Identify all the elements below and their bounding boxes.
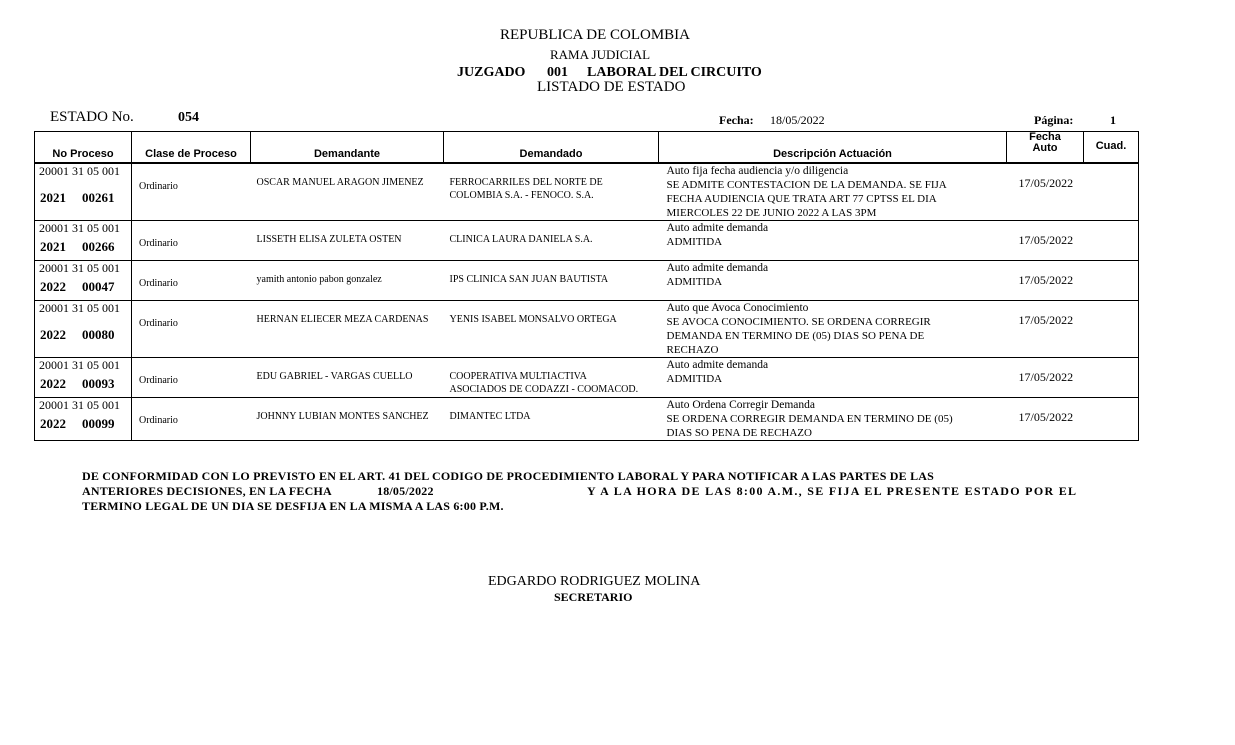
- demandante-text: OSCAR MANUEL ARAGON JIMENEZ: [256, 177, 424, 188]
- actuacion-title: Auto que Avoca Conocimiento: [666, 302, 809, 314]
- cell-cuad: [1084, 358, 1139, 398]
- cell-proceso: [35, 398, 132, 441]
- table-row: [35, 163, 1139, 221]
- proceso-number: 00047: [82, 279, 115, 294]
- proceso-year: 2021: [40, 190, 66, 205]
- cell-descripcion: [659, 261, 1007, 301]
- clase-text: Ordinario: [139, 181, 178, 192]
- actuacion-line-2: DEMANDA EN TERMINO DE (05) DIAS SO PENA DE: [666, 330, 925, 342]
- proceso-year: 2022: [40, 376, 66, 391]
- cell-clase: [132, 163, 251, 221]
- actuacion-title: Auto admite demanda: [666, 222, 769, 234]
- proceso-year-number: [35, 190, 131, 206]
- cell-proceso: [35, 163, 132, 221]
- demandado-text-1: IPS CLINICA SAN JUAN BAUTISTA: [449, 274, 609, 285]
- estado-label: ESTADO No.: [50, 109, 134, 125]
- cell-fecha-auto: [1007, 358, 1084, 398]
- header-listado: LISTADO DE ESTADO: [537, 79, 686, 95]
- col-header-demandado: Demandado: [444, 132, 659, 164]
- signature-name: EDGARDO RODRIGUEZ MOLINA: [488, 574, 701, 589]
- cell-fecha-auto: [1007, 221, 1084, 261]
- demandado-text-1: COOPERATIVA MULTIACTIVA: [449, 371, 587, 382]
- pagina-label: Página:: [1034, 113, 1074, 127]
- col-header-descripcion: Descripción Actuación: [659, 132, 1007, 164]
- cell-descripcion: [659, 358, 1007, 398]
- cell-cuad: [1084, 261, 1139, 301]
- header-juzgado-label: JUZGADO: [457, 65, 526, 80]
- table-row: [35, 358, 1139, 398]
- cell-demandado: [444, 261, 659, 301]
- cell-cuad: [1084, 301, 1139, 358]
- cell-fecha-auto: [1007, 261, 1084, 301]
- fecha-auto-text: 17/05/2022: [1018, 176, 1074, 190]
- estado-value: 054: [178, 110, 199, 125]
- proceso-number: 00099: [82, 416, 115, 431]
- clase-text: Ordinario: [139, 238, 178, 249]
- col-header-demandante: Demandante: [251, 132, 444, 164]
- footer-line-2-date: 18/05/2022: [377, 484, 434, 498]
- clase-text: Ordinario: [139, 415, 178, 426]
- cell-demandado: [444, 398, 659, 441]
- proceso-year-number: [35, 376, 131, 392]
- fecha-auto-text: 17/05/2022: [1018, 313, 1074, 327]
- demandado-text-1: CLINICA LAURA DANIELA S.A.: [449, 234, 593, 245]
- clase-text: Ordinario: [139, 375, 178, 386]
- fecha-value: 18/05/2022: [770, 113, 825, 127]
- demandante-text: HERNAN ELIECER MEZA CARDENAS: [256, 314, 429, 325]
- cell-cuad: [1084, 221, 1139, 261]
- actuacion-line-2: FECHA AUDIENCIA QUE TRATA ART 77 CPTSS EL DIA: [666, 193, 937, 205]
- estado-table: [34, 131, 1139, 441]
- cell-demandante: [251, 398, 444, 441]
- pagina-value: 1: [1110, 113, 1116, 127]
- proceso-code: 20001 31 05 001: [39, 261, 120, 275]
- proceso-year: 2022: [40, 416, 66, 431]
- fecha-auto-text: 17/05/2022: [1018, 273, 1074, 287]
- cell-demandante: [251, 358, 444, 398]
- demandado-text-2: COLOMBIA S.A. - FENOCO. S.A.: [449, 190, 594, 201]
- actuacion-line-1: SE AVOCA CONOCIMIENTO. SE ORDENA CORREGIR: [666, 316, 931, 328]
- actuacion-title: Auto admite demanda: [666, 262, 769, 274]
- demandado-text-1: DIMANTEC LTDA: [449, 411, 531, 422]
- cell-clase: [132, 358, 251, 398]
- proceso-year-number: [35, 416, 131, 432]
- fecha-label: Fecha:: [719, 113, 754, 127]
- cell-fecha-auto: [1007, 163, 1084, 221]
- header-republica: REPUBLICA DE COLOMBIA: [500, 27, 691, 43]
- proceso-year: 2021: [40, 239, 66, 254]
- footer-line-1: DE CONFORMIDAD CON LO PREVISTO EN EL ART. 41 DEL CODIGO DE PROCEDIMIENTO LABORAL Y PARA NOTIFICAR A LAS PARTES DE LAS: [82, 469, 935, 483]
- footer-line-2b: Y A LA HORA DE LAS 8:00 A.M., SE FIJA EL PRESENTE ESTADO POR EL: [587, 484, 1078, 498]
- demandado-text-2: ASOCIADOS DE CODAZZI - COOMACOD.: [449, 384, 639, 395]
- col-header-clase: Clase de Proceso: [132, 132, 251, 164]
- actuacion-line-3: RECHAZO: [666, 344, 719, 356]
- actuacion-line-1: SE ORDENA CORREGIR DEMANDA EN TERMINO DE (05): [666, 413, 953, 425]
- cell-fecha-auto: [1007, 301, 1084, 358]
- actuacion-title: Auto Ordena Corregir Demanda: [666, 399, 815, 411]
- cell-demandado: [444, 358, 659, 398]
- header-juzgado-name: LABORAL DEL CIRCUITO: [587, 65, 762, 80]
- proceso-code: 20001 31 05 001: [39, 398, 120, 412]
- actuacion-title: Auto admite demanda: [666, 359, 769, 371]
- cell-clase: [132, 301, 251, 358]
- clase-text: Ordinario: [139, 278, 178, 289]
- demandante-text: LISSETH ELISA ZULETA OSTEN: [256, 234, 402, 245]
- cell-demandado: [444, 221, 659, 261]
- cell-descripcion: [659, 398, 1007, 441]
- demandado-text-1: FERROCARRILES DEL NORTE DE: [449, 177, 603, 188]
- proceso-code: 20001 31 05 001: [39, 358, 120, 372]
- cell-demandado: [444, 163, 659, 221]
- signature-title: SECRETARIO: [554, 590, 633, 604]
- col-header-cuad: Cuad.: [1084, 132, 1139, 164]
- header-juzgado-number: 001: [547, 65, 568, 80]
- demandante-text: JOHNNY LUBIAN MONTES SANCHEZ: [256, 411, 429, 422]
- cell-cuad: [1084, 398, 1139, 441]
- proceso-code: 20001 31 05 001: [39, 221, 120, 235]
- col-header-fecha-auto: [1007, 132, 1084, 164]
- cell-demandante: [251, 221, 444, 261]
- cell-demandado: [444, 301, 659, 358]
- proceso-year: 2022: [40, 327, 66, 342]
- cell-descripcion: [659, 163, 1007, 221]
- proceso-number: 00093: [82, 376, 115, 391]
- table-row: [35, 301, 1139, 358]
- cell-descripcion: [659, 301, 1007, 358]
- cell-cuad: [1084, 163, 1139, 221]
- cell-clase: [132, 398, 251, 441]
- cell-descripcion: [659, 221, 1007, 261]
- proceso-year-number: [35, 239, 131, 255]
- cell-proceso: [35, 261, 132, 301]
- proceso-code: 20001 31 05 001: [39, 301, 120, 315]
- table-row: [35, 221, 1139, 261]
- actuacion-title: Auto fija fecha audiencia y/o diligencia: [666, 165, 849, 177]
- cell-clase: [132, 261, 251, 301]
- cell-proceso: [35, 358, 132, 398]
- fecha-auto-text: 17/05/2022: [1018, 410, 1074, 424]
- actuacion-line-3: MIERCOLES 22 DE JUNIO 2022 A LAS 3PM: [666, 207, 877, 219]
- clase-text: Ordinario: [139, 318, 178, 329]
- proceso-code: 20001 31 05 001: [39, 164, 120, 178]
- cell-demandante: [251, 301, 444, 358]
- fecha-auto-text: 17/05/2022: [1018, 370, 1074, 384]
- col-header-proceso: No Proceso: [35, 132, 132, 164]
- proceso-year-number: [35, 279, 131, 295]
- cell-proceso: [35, 221, 132, 261]
- cell-clase: [132, 221, 251, 261]
- actuacion-line-1: SE ADMITE CONTESTACION DE LA DEMANDA. SE FIJA: [666, 179, 947, 191]
- demandante-text: yamith antonio pabon gonzalez: [256, 274, 382, 285]
- footer-line-2a: ANTERIORES DECISIONES, EN LA FECHA: [82, 484, 332, 498]
- proceso-year-number: [35, 327, 131, 343]
- table-row: [35, 261, 1139, 301]
- proceso-number: 00261: [82, 190, 115, 205]
- header-rama-judicial: RAMA JUDICIAL: [550, 47, 651, 62]
- proceso-year: 2022: [40, 279, 66, 294]
- cell-proceso: [35, 301, 132, 358]
- actuacion-line-2: DIAS SO PENA DE RECHAZO: [666, 427, 812, 439]
- col-header-fecha: Fecha: [1029, 131, 1061, 143]
- cell-demandante: [251, 261, 444, 301]
- proceso-number: 00080: [82, 327, 115, 342]
- proceso-number: 00266: [82, 239, 115, 254]
- actuacion-line-1: ADMITIDA: [666, 276, 723, 288]
- table-row: [35, 398, 1139, 441]
- fecha-auto-text: 17/05/2022: [1018, 233, 1074, 247]
- actuacion-line-1: ADMITIDA: [666, 373, 723, 385]
- cell-demandante: [251, 163, 444, 221]
- cell-fecha-auto: [1007, 398, 1084, 441]
- footer-line-3: TERMINO LEGAL DE UN DIA SE DESFIJA EN LA MISMA A LAS 6:00 P.M.: [82, 499, 504, 513]
- demandante-text: EDU GABRIEL - VARGAS CUELLO: [256, 371, 413, 382]
- col-header-auto: Auto: [1032, 142, 1058, 154]
- table-header-row: [35, 132, 1139, 164]
- actuacion-line-1: ADMITIDA: [666, 236, 723, 248]
- demandado-text-1: YENIS ISABEL MONSALVO ORTEGA: [449, 314, 617, 325]
